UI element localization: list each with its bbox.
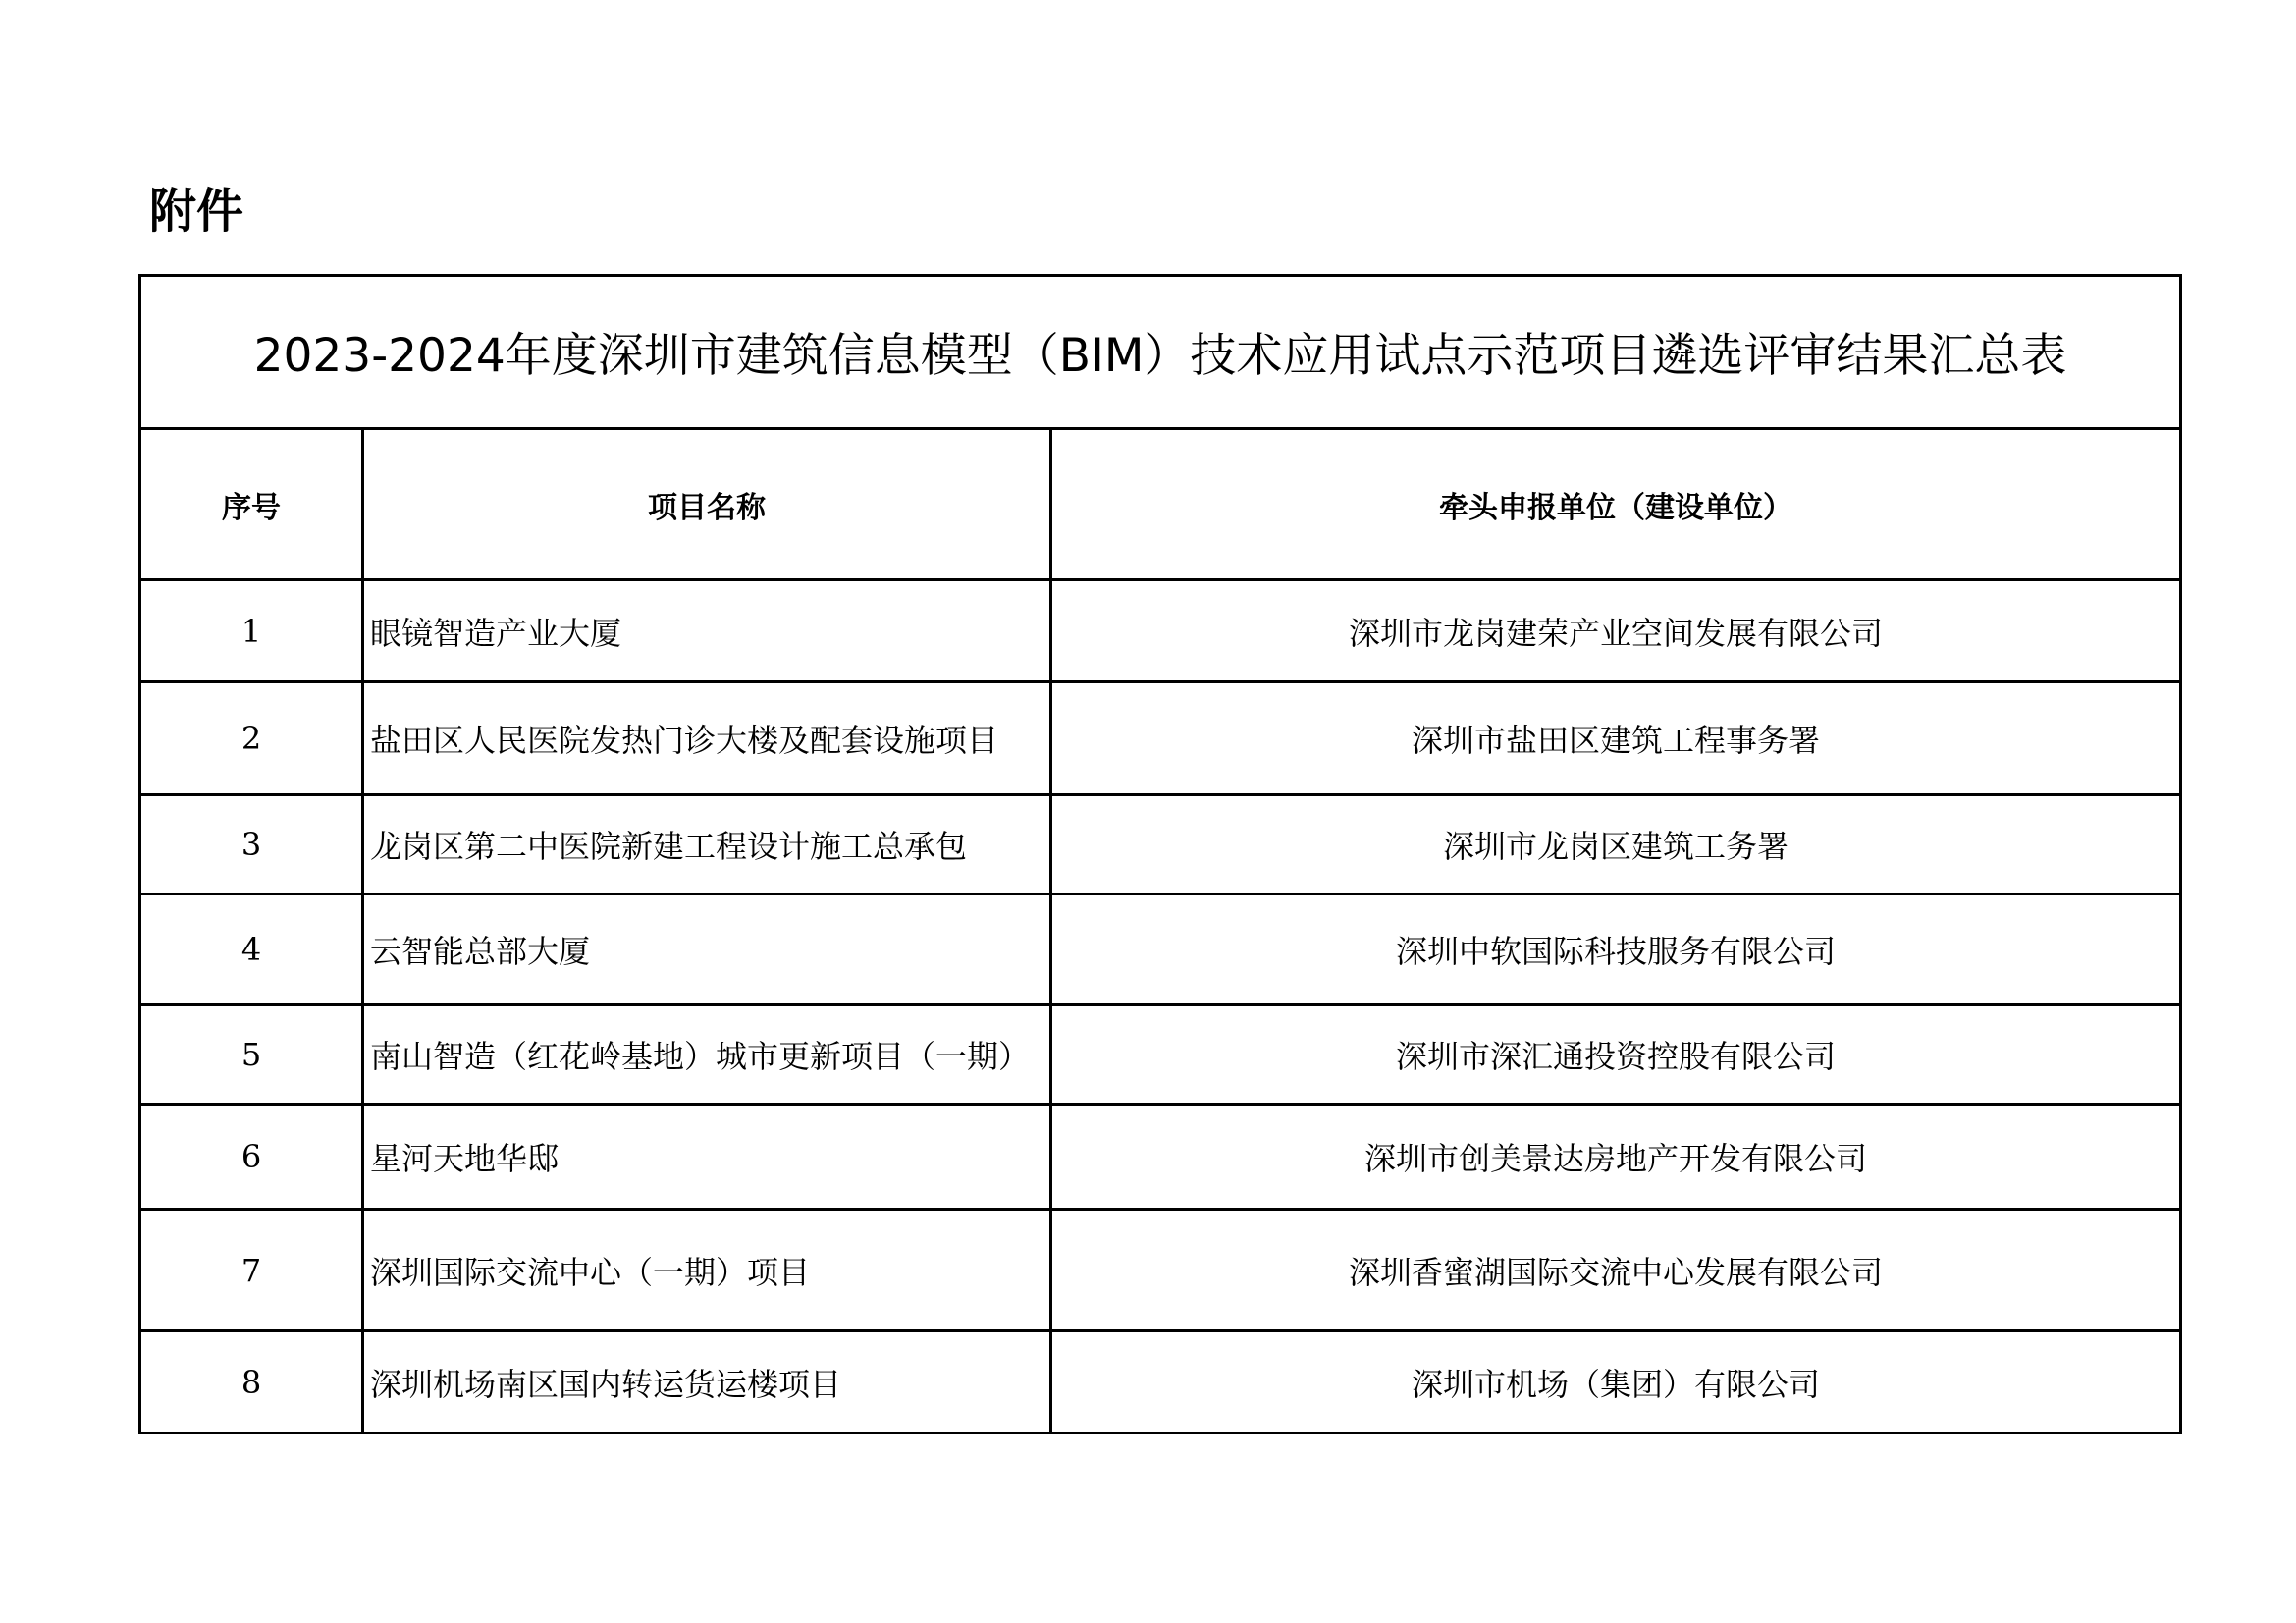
table-title: 2023-2024年度深圳市建筑信息模型（BIM）技术应用试点示范项目遴选评审结果汇总表 <box>140 276 2181 429</box>
table-row <box>140 795 2181 894</box>
row-unit: 深圳市深汇通投资控股有限公司 <box>1051 1005 2181 1105</box>
title-row <box>140 276 2181 429</box>
row-project-name: 深圳国际交流中心（一期）项目 <box>363 1210 1051 1331</box>
table-row <box>140 1005 2181 1105</box>
row-unit: 深圳中软国际科技服务有限公司 <box>1051 894 2181 1005</box>
row-project-name: 盐田区人民医院发热门诊大楼及配套设施项目 <box>363 682 1051 795</box>
header-no: 序号 <box>140 429 363 580</box>
row-no: 4 <box>140 894 363 1005</box>
row-no: 3 <box>140 795 363 894</box>
row-no: 7 <box>140 1210 363 1331</box>
row-unit: 深圳市盐田区建筑工程事务署 <box>1051 682 2181 795</box>
header-row <box>140 429 2181 580</box>
row-project-name: 星河天地华邸 <box>363 1105 1051 1210</box>
table-row <box>140 580 2181 682</box>
summary-table <box>138 274 2182 1434</box>
table-row <box>140 894 2181 1005</box>
table-row <box>140 682 2181 795</box>
row-no: 5 <box>140 1005 363 1105</box>
row-unit: 深圳市创美景达房地产开发有限公司 <box>1051 1105 2181 1210</box>
table-row <box>140 1331 2181 1434</box>
attachment-label: 附件 <box>149 184 244 239</box>
row-project-name: 龙岗区第二中医院新建工程设计施工总承包 <box>363 795 1051 894</box>
row-unit: 深圳市龙岗建荣产业空间发展有限公司 <box>1051 580 2181 682</box>
row-project-name: 眼镜智造产业大厦 <box>363 580 1051 682</box>
table-row <box>140 1210 2181 1331</box>
row-unit: 深圳香蜜湖国际交流中心发展有限公司 <box>1051 1210 2181 1331</box>
row-no: 8 <box>140 1331 363 1434</box>
row-unit: 深圳市龙岗区建筑工务署 <box>1051 795 2181 894</box>
row-project-name: 南山智造（红花岭基地）城市更新项目（一期） <box>363 1005 1051 1105</box>
header-unit: 牵头申报单位（建设单位） <box>1051 429 2181 580</box>
table-row <box>140 1105 2181 1210</box>
header-name: 项目名称 <box>363 429 1051 580</box>
row-project-name: 云智能总部大厦 <box>363 894 1051 1005</box>
row-project-name: 深圳机场南区国内转运货运楼项目 <box>363 1331 1051 1434</box>
row-no: 2 <box>140 682 363 795</box>
row-no: 6 <box>140 1105 363 1210</box>
row-no: 1 <box>140 580 363 682</box>
row-unit: 深圳市机场（集团）有限公司 <box>1051 1331 2181 1434</box>
